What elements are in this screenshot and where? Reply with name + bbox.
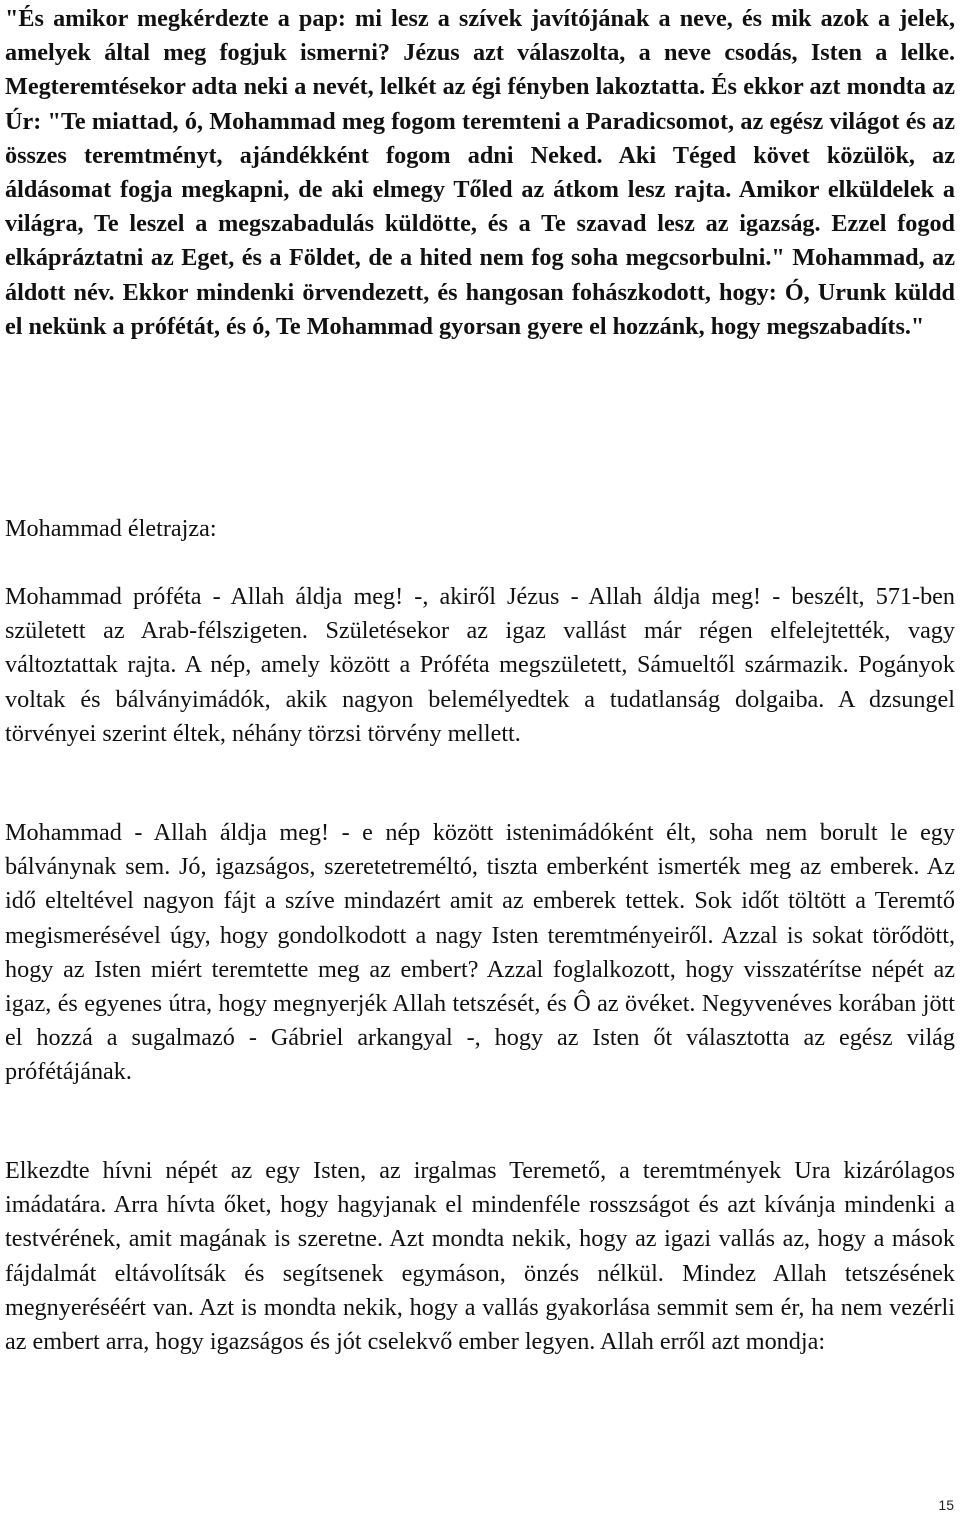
document-page (5, 0, 955, 1356)
body-paragraph-2: Mohammad - Allah áldja meg! - e nép között istenimádóként élt, soha nem borult le egy bálványnak sem. Jó, igazságos, szeretetreméltó, tiszta emberként ismerték meg az emberek. Az idő elteltével nagyon fájt a szíve mindazért amit az emberek tettek. Sok időt töltött a Teremtő megismerésével úgy, hogy gondolkodott a nagy Isten teremtményeiről. Azzal is sokat törődött, hogy az Isten miért teremtette meg az embert? Azzal foglalkozott, hogy visszatérítse népét az igaz, és egyenes útra, hogy megnyerjék Allah tetszését, és Ô az övéket. Negyvenéves korában jött el hozzá a sugalmazó - Gábriel arkangyal -, hogy az Isten őt választotta az egész világ prófétájának. (5, 819, 955, 1086)
body-paragraph-3: Elkezdte hívni népét az egy Isten, az irgalmas Teremető, a teremtmények Ura kizárólagos imádatára. Arra hívta őket, hogy hagyjanak el mindenféle rosszságot és azt kívánja mindenki a testvérének, amit magának is szeretne. Azt mondta nekik, hogy az igazi vallás az, hogy a mások fájdalmát eltávolítsák és segítsenek egymáson, önzés nélkül. Mindez Allah tetszésének megnyeréséért van. Azt is mondta nekik, hogy a vallás gyakorlása semmit sem ér, ha nem vezérli az embert arra, hogy igazságos és jót cselekvő ember legyen. Allah erről azt mondja: (5, 1157, 955, 1356)
body-paragraph-1: Mohammad próféta - Allah áldja meg! -, akiről Jézus - Allah áldja meg! - beszélt, 571-ben született az Arab-félszigeten. Születésekor az igaz vallást már régen elfelejtették, vagy változtattak rajta. A nép, amely között a Próféta megszületett, Sámueltől származik. Pogányok voltak és bálványimádók, akik nagyon belemélyedtek a tudatlanság dolgaiba. A dzsungel törvényei szerint éltek, néhány törzsi törvény mellett. (5, 583, 955, 747)
section-heading: Mohammad életrajza: (5, 515, 217, 542)
quote-paragraph: "És amikor megkérdezte a pap: mi lesz a szívek javítójának a neve, és mik azok a jelek, amelyek által meg fogjuk ismerni? Jézus azt válaszolta, a neve csodás, Isten a lelke. Megteremtésekor adta neki a nevét, lelkét az égi fényben lakoztatta. És ekkor azt mondta az Úr: "Te miattad, ó, Mohammad meg fogom teremteni a Paradicsomot, az egész világot és az összes teremtményt, ajándékként fogom adni Neked. Aki Téged követ közülök, az áldásomat fogja megkapni, de aki elmegy Tőled az átkom lesz rajta. Amikor elküldelek a világra, Te leszel a megszabadulás küldötte, és a Te szavad lesz az igazság. Ezzel fogod elkápráztatni az Eget, és a Földet, de a hited nem fog soha megcsorbulni." Mohammad, az áldott név. Ekkor mindenki örvendezett, és hangosan fohászkodott, hogy: Ó, Urunk küldd el nekünk a prófétát, és ó, Te Mohammad gyorsan gyere el hozzánk, hogy megszabadíts." (5, 5, 955, 340)
page-number: 15 (938, 1497, 954, 1513)
